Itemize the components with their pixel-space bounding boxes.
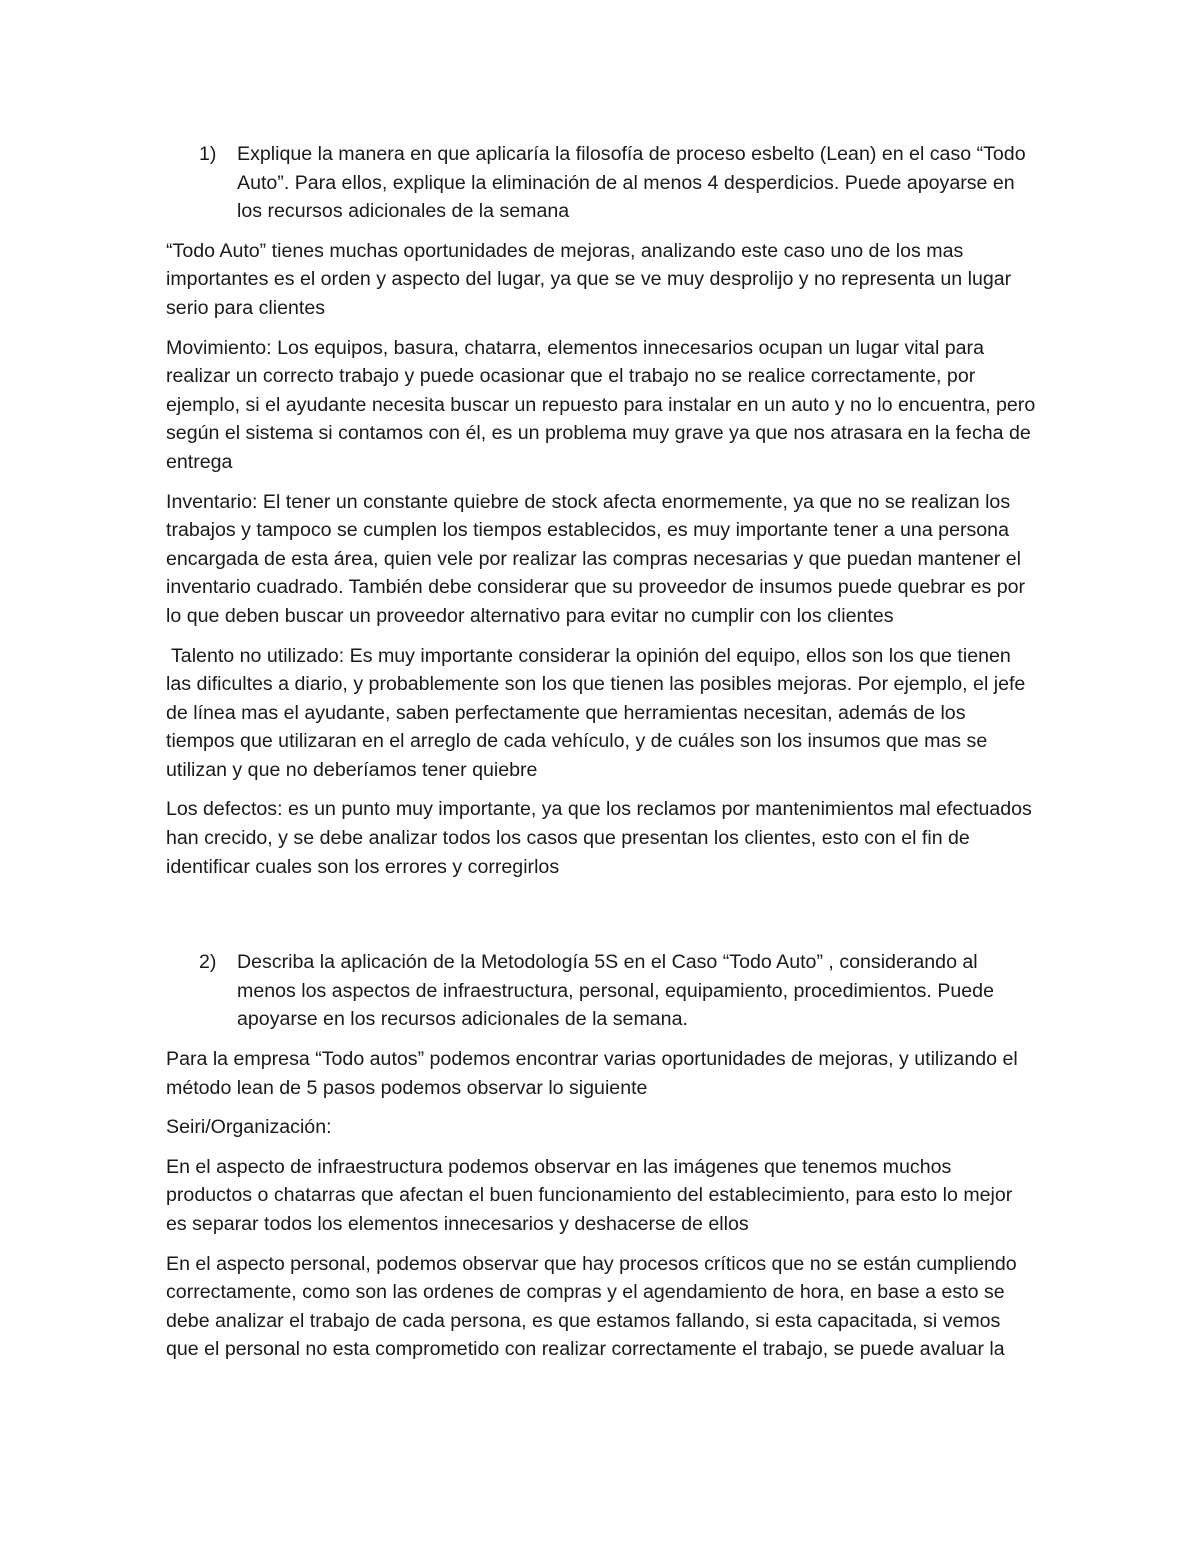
- question-1-text: Explique la manera en que aplicaría la filosofía de proceso esbelto (Lean) en el caso “Todo Auto”. Para ellos, explique la eliminación de al menos 4 desperdicios. Puede apoyarse en los recursos adicionales de la semana: [237, 143, 1026, 223]
- answer-1-inventario: Inventario: El tener un constante quiebre de stock afecta enormemente, ya que no se realizan los trabajos y tampoco se cumplen los tiempos establecidos, es muy importante tener a una persona encargada de esta área, quien vele por realizar las compras necesarias y que puedan mantener el inventario cuadrado. También debe considerar que su proveedor de insumos puede quebrar es por lo que deben buscar un proveedor alternativo para evitar no cumplir con los clientes: [166, 490, 1026, 627]
- question-2-text: Describa la aplicación de la Metodología 5S en el Caso “Todo Auto” , considerando al menos los aspectos de infraestructura, personal, equipamiento, procedimientos. Puede apoyarse en los recursos adicionales de la semana.: [237, 951, 994, 1031]
- answer-1-defectos: Los defectos: es un punto muy importante, ya que los reclamos por mantenimientos mal efectuados han crecido, y se debe analizar todos los casos que presentan los clientes, esto con el fin de identificar cuales son los errores y corregirlos: [166, 798, 1032, 878]
- question-1-number: 1): [199, 143, 217, 165]
- answer-1-talento: Talento no utilizado: Es muy importante considerar la opinión del equipo, ellos son los que tienen las dificultes a diario, y probablemente son los que tienen las posibles mejoras. Por ejemplo, el jefe de línea mas el ayudante, saben perfectamente que herramientas necesitan, además de los tiempos que utilizaran en el arreglo de cada vehículo, y de cuáles son los insumos que mas se utilizan y que no deberíamos tener quiebre: [166, 644, 1026, 781]
- answer-2-infraestructura: En el aspecto de infraestructura podemos observar en las imágenes que tenemos muchos productos o chatarras que afectan el buen funcionamiento del establecimiento, para esto lo mejor es separar todos los elementos innecesarios y deshacerse de ellos: [166, 1155, 1013, 1235]
- answer-1-intro: “Todo Auto” tienes muchas oportunidades de mejoras, analizando este caso uno de los mas importantes es el orden y aspecto del lugar, ya que se ve muy desprolijo y no representa un lugar serio para clientes: [166, 239, 1012, 319]
- section-gap: [166, 892, 1036, 948]
- answer-1-movimiento: Movimiento: Los equipos, basura, chatarra, elementos innecesarios ocupan un lugar vital para realizar un correcto trabajo y puede ocasionar que el trabajo no se realice correctamente, por ejemplo, si el ayudante necesita buscar un repuesto para instalar en un auto y no lo encuentra, pero según el sistema si contamos con él, es un problema muy grave ya que nos atrasara en la fecha de entrega: [166, 336, 1036, 473]
- answer-2-seiri-heading: Seiri/Organización:: [166, 1116, 332, 1139]
- answer-2-intro: Para la empresa “Todo autos” podemos encontrar varias oportunidades de mejoras, y utilizando el método lean de 5 pasos podemos observar lo siguiente: [166, 1048, 1018, 1099]
- answer-2-personal: En el aspecto personal, podemos observar que hay procesos críticos que no se están cumpliendo correctamente, como son las ordenes de compras y el agendamiento de hora, en base a esto se debe analizar el trabajo de cada persona, es que estamos fallando, si esta capacitada, si vemos que el personal no esta comprometido con realizar correctamente el trabajo, se puede avaluar la: [166, 1252, 1017, 1361]
- document-body: [166, 140, 1036, 1375]
- question-2-number: 2): [199, 951, 217, 974]
- question-1: [166, 140, 1036, 226]
- question-2: [166, 948, 1036, 1034]
